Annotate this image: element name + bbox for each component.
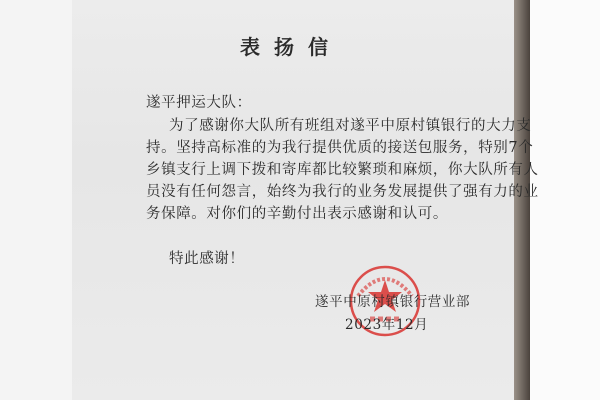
letter-line: 员没有任何怨言，始终为我行的业务发展提供了强有力的业 <box>146 184 539 200</box>
letter-date: 2023年12月 <box>345 317 429 333</box>
letter-line: 务保障。对你们的辛勤付出表示感谢和认可。 <box>146 206 448 222</box>
letter-signature: 遂平中原村镇银行营业部 <box>315 294 471 310</box>
letter-closing: 特此感谢！ <box>169 251 245 267</box>
letter-greeting: 遂平押运大队： <box>146 95 252 111</box>
letter-line: 为了感谢你大队所有班组对遂平中原村镇银行的大力支 <box>169 118 532 134</box>
letter-title: 表扬信 <box>240 35 342 59</box>
background-left <box>0 0 72 400</box>
letter-line: 持。坚持高标准的为我行提供优质的接送包服务，特别7个 <box>146 140 534 156</box>
background-right <box>530 0 600 400</box>
letter-line: 乡镇支行上调下拨和寄库都比较繁琐和麻烦，你大队所有人 <box>146 162 539 178</box>
